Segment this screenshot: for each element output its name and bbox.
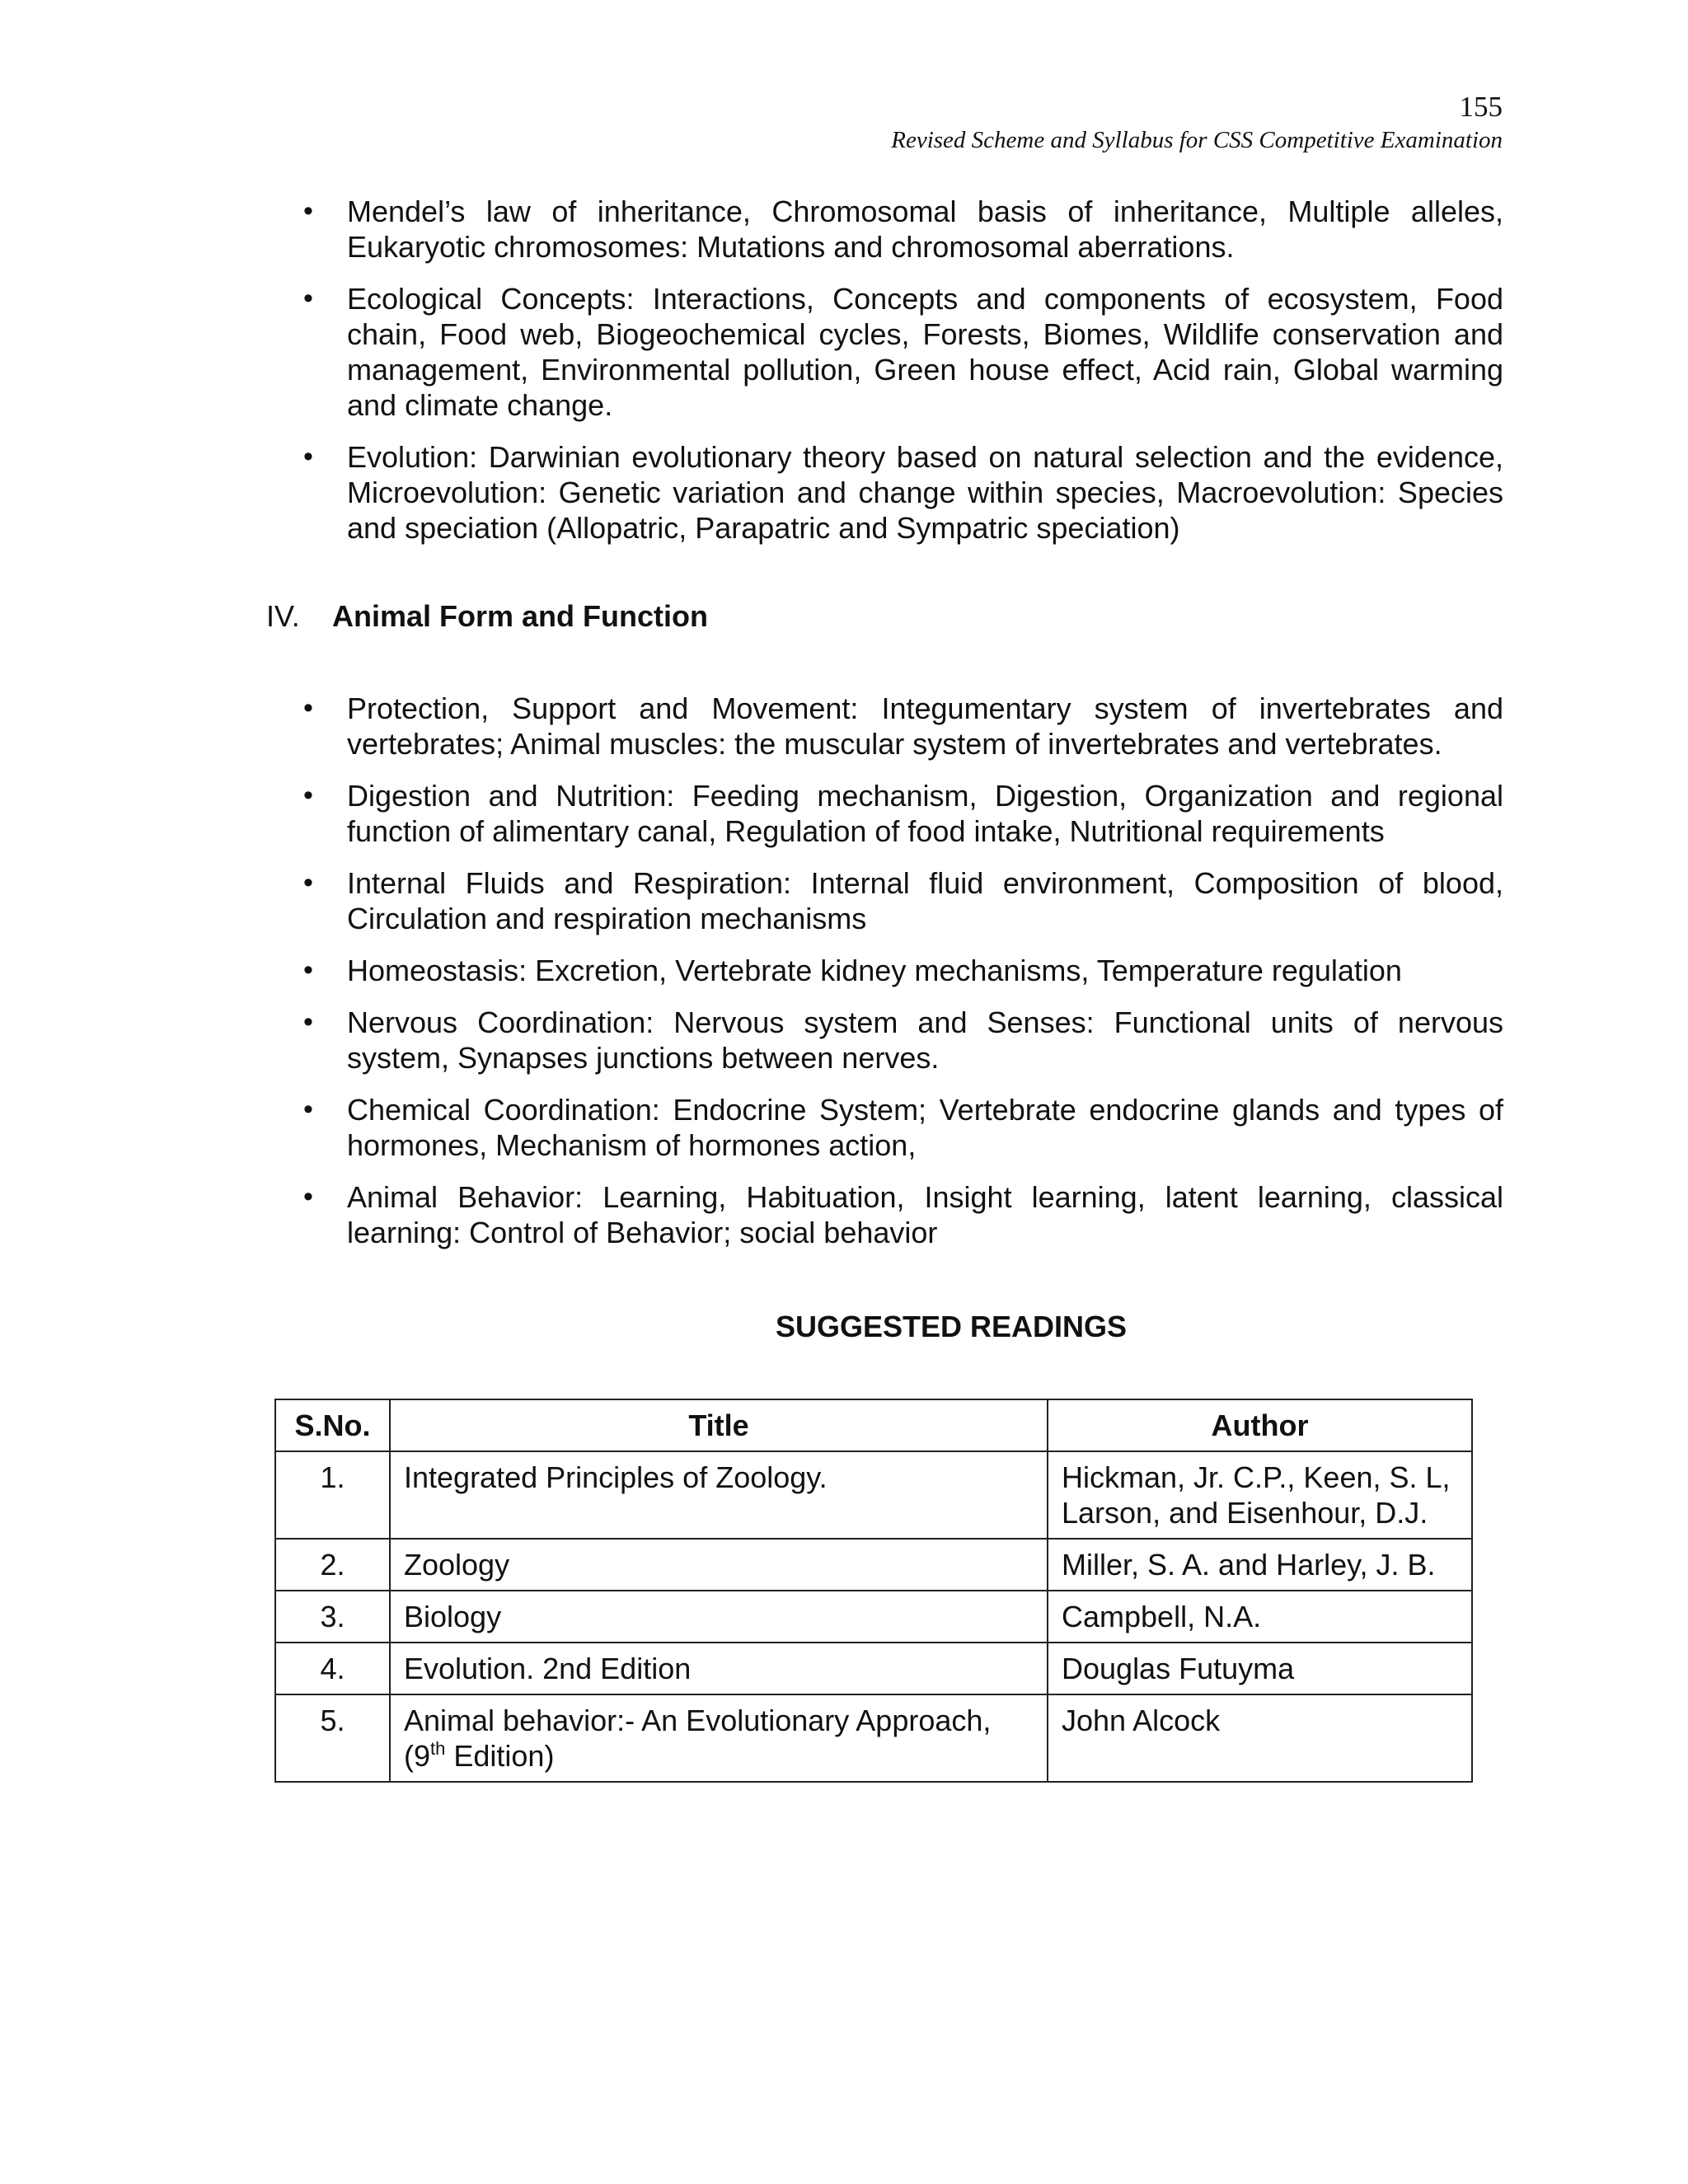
list-item-text: Homeostasis: Excretion, Vertebrate kidney mechanisms, Temperature regulation [347,954,1402,987]
bullet-icon: • [303,954,313,986]
table-row [275,1539,1472,1591]
bullet-icon: • [303,692,313,724]
column-header-sno: S.No. [275,1399,390,1451]
list-item [0,865,1688,936]
bullet-list-section [0,691,1688,1267]
list-item [0,439,1688,546]
bullet-icon: • [303,1094,313,1125]
bullet-icon: • [303,780,313,811]
column-header-author: Author [1048,1399,1472,1451]
cell-author: Hickman, Jr. C.P., Keen, S. L, Larson, and Eisenhour, D.J. [1048,1451,1472,1539]
bullet-icon: • [303,195,313,227]
list-item [0,953,1688,988]
cell-title: Biology [390,1591,1048,1643]
cell-title-main: Animal behavior:- An Evolutionary Approach, (9 [404,1704,992,1773]
readings-table [274,1399,1473,1783]
bullet-icon: • [303,283,313,314]
cell-author: John Alcock [1048,1694,1472,1782]
page-number: 155 [1459,91,1503,123]
list-item-text: Digestion and Nutrition: Feeding mechanism, Digestion, Organization and regional function of alimentary canal, Regulation of food intake, Nutritional requirements [347,779,1503,848]
list-item-text: Protection, Support and Movement: Integumentary system of invertebrates and vertebrates; Animal muscles: the muscular system of invertebrates and vertebrates. [347,691,1503,761]
cell-title: Evolution. 2nd Edition [390,1643,1048,1694]
cell-author: Miller, S. A. and Harley, J. B. [1048,1539,1472,1591]
list-item-text: Animal Behavior: Learning, Habituation, Insight learning, latent learning, classical learning: Control of Behavior; social behavior [347,1180,1503,1249]
cell-sno: 2. [275,1539,390,1591]
table-row [275,1643,1472,1694]
list-item-text: Evolution: Darwinian evolutionary theory based on natural selection and the evidence, Microevolution: Genetic variation and change within species, Macroevolution: Species and speciation (Allopatric, Parapatric and Sympatric speciation) [347,440,1503,545]
bullet-icon: • [303,1181,313,1212]
cell-sno: 3. [275,1591,390,1643]
list-item-text: Internal Fluids and Respiration: Internal fluid environment, Composition of blood, Circulation and respiration mechanisms [347,866,1503,935]
column-header-title: Title [390,1399,1048,1451]
cell-author: Douglas Futuyma [1048,1643,1472,1694]
list-item [0,778,1688,849]
list-item [0,281,1688,423]
running-header: Revised Scheme and Syllabus for CSS Competitive Examination [891,127,1503,153]
cell-sno: 5. [275,1694,390,1782]
table-row [275,1451,1472,1539]
bullet-list-top [0,194,1688,562]
cell-sno: 1. [275,1451,390,1539]
section-heading [266,598,708,634]
list-item [0,1179,1688,1250]
list-item [0,194,1688,265]
cell-title: Zoology [390,1539,1048,1591]
table-row [275,1591,1472,1643]
list-item [0,1092,1688,1163]
list-item-text: Chemical Coordination: Endocrine System; Vertebrate endocrine glands and types of hormones, Mechanism of hormones action, [347,1093,1503,1162]
table-row [275,1694,1472,1782]
section-numeral: IV. [266,599,300,633]
cell-title: Integrated Principles of Zoology. [390,1451,1048,1539]
cell-sno: 4. [275,1643,390,1694]
list-item-text: Nervous Coordination: Nervous system and Senses: Functional units of nervous system, Synapses junctions between nerves. [347,1005,1503,1075]
cell-title-superscript: th [430,1738,446,1759]
list-item [0,691,1688,762]
bullet-icon: • [303,441,313,472]
bullet-icon: • [303,867,313,898]
section-title: Animal Form and Function [332,599,708,633]
cell-title-end: Edition) [445,1739,555,1773]
list-item-text: Ecological Concepts: Interactions, Concepts and components of ecosystem, Food chain, Food web, Biogeochemical cycles, Forests, Biomes, Wildlife conservation and management, Environmental pollution, Green house effect, Acid rain, Global warming and climate change. [347,282,1503,422]
cell-author: Campbell, N.A. [1048,1591,1472,1643]
suggested-readings-heading: SUGGESTED READINGS [775,1310,1128,1343]
cell-title [390,1694,1048,1782]
table-header-row [275,1399,1472,1451]
list-item [0,1005,1688,1076]
list-item-text: Mendel’s law of inheritance, Chromosomal basis of inheritance, Multiple alleles, Eukaryotic chromosomes: Mutations and chromosomal aberrations. [347,194,1503,264]
bullet-icon: • [303,1006,313,1038]
